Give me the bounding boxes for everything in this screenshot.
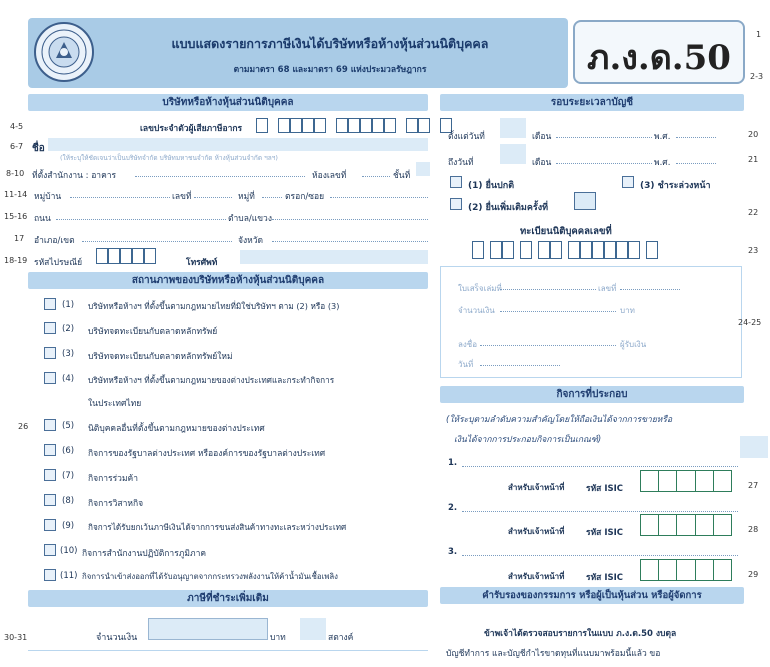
receipt-baht-label: บาท <box>620 306 635 315</box>
row-number: 18-19 <box>4 256 28 265</box>
status-checkbox-10[interactable] <box>44 544 56 556</box>
status-option-8: กิจการวิสาหกิจ <box>88 499 144 509</box>
officer-use-label: สำหรับเจ้าหน้าที่ <box>508 572 565 581</box>
to-date-label: ถึงวันที่ <box>448 158 474 168</box>
status-option-7: กิจการร่วมค้า <box>88 474 139 484</box>
status-checkbox-4[interactable] <box>44 372 56 384</box>
village-label: หมู่บ้าน <box>34 192 62 202</box>
province-field[interactable] <box>272 230 428 242</box>
moo-field[interactable] <box>262 186 282 198</box>
row-number: 8-10 <box>6 169 25 178</box>
tax-id-input[interactable] <box>256 118 452 133</box>
form-title: แบบแสดงรายการภาษีเงินได้บริษัทหรือห้างหุ้นส่วนนิติบุคคล <box>171 36 489 51</box>
status-num: (5) <box>62 421 75 431</box>
business-1-field[interactable] <box>462 452 738 467</box>
receipt-amount-label: จำนวนเงิน <box>458 306 495 315</box>
building-field[interactable] <box>135 165 305 177</box>
row-number: 26 <box>18 422 29 431</box>
filing-additional-label: (2) ยื่นเพิ่มเติมครั้งที่ <box>468 203 549 213</box>
certification-text: ข้าพเจ้าได้ตรวจสอบรายการในแบบ ภ.ง.ด.50 งบดุล <box>484 629 677 639</box>
row-number: 6-7 <box>10 142 24 151</box>
page-bottom-divider <box>28 650 428 651</box>
isic-label: รหัส ISIC <box>586 528 624 538</box>
postcode-input[interactable] <box>96 248 156 264</box>
revenue-department-seal <box>34 22 94 82</box>
status-option-3: บริษัทจดทะเบียนกับตลาดหลักทรัพย์ใหม่ <box>88 352 233 362</box>
postcode-label: รหัสไปรษณีย์ <box>34 258 83 268</box>
filing-advance-checkbox[interactable] <box>622 176 634 188</box>
status-checkbox-8[interactable] <box>44 494 56 506</box>
status-option-5: นิติบุคคลอื่นที่ตั้งขึ้นตามกฎหมายของต่างประเทศ <box>88 424 265 434</box>
row-number: 11-14 <box>4 190 28 199</box>
status-option-9: กิจการได้รับยกเว้นภาษีเงินได้จากการขนส่งสินค้าทางทะเลระหว่างประเทศ <box>88 522 347 532</box>
from-year-field[interactable] <box>676 126 716 138</box>
business-section-title: กิจการที่ประกอบ <box>440 386 744 403</box>
filing-normal-label: (1) ยื่นปกติ <box>468 181 515 191</box>
business-2-field[interactable] <box>462 497 738 512</box>
isic-label: รหัส ISIC <box>586 573 624 583</box>
from-month-field[interactable] <box>556 126 652 138</box>
isic-code-2-input[interactable] <box>640 514 732 536</box>
status-num: (11) <box>60 571 78 581</box>
to-month-label: เดือน <box>532 158 552 168</box>
status-num: (4) <box>62 374 75 384</box>
business-index: 1. <box>448 458 458 468</box>
subdistrict-field[interactable] <box>272 208 428 220</box>
moo-label: หมู่ที่ <box>238 192 255 202</box>
certification-section-title: คำรับรองของกรรมการ หรือผู้เป็นหุ้นส่วน หรือผู้จัดการ <box>440 587 744 604</box>
status-num: (1) <box>62 300 75 310</box>
receipt-date-label: วันที่ <box>458 360 474 369</box>
registration-number-input[interactable] <box>472 241 658 259</box>
satang-unit: สตางค์ <box>328 633 354 643</box>
house-no-label: เลขที่ <box>172 192 192 202</box>
status-checkbox-9[interactable] <box>44 519 56 531</box>
status-option-4-cont: ในประเทศไทย <box>88 399 142 409</box>
filing-normal-checkbox[interactable] <box>450 176 462 188</box>
receipt-book-field[interactable] <box>500 280 596 290</box>
extra-tax-section-title: ภาษีที่ชำระเพิ่มเติม <box>28 590 428 607</box>
floor-field[interactable] <box>416 162 430 176</box>
row-number: 22 <box>748 208 759 217</box>
row-number: 30-31 <box>4 633 28 642</box>
receipt-no-label: เลขที่ <box>598 284 617 293</box>
house-no-field[interactable] <box>194 186 232 198</box>
status-checkbox-6[interactable] <box>44 444 56 456</box>
floor-label: ชั้นที่ <box>393 171 411 181</box>
name-label: ชื่อ <box>32 143 45 154</box>
status-checkbox-7[interactable] <box>44 469 56 481</box>
business-instruction-cont: เงินได้จากการประกอบกิจการเป็นเกณฑ์) <box>454 435 602 445</box>
form-subtitle: ตามมาตรา 68 และมาตรา 69 แห่งประมวลรัษฎากร <box>233 65 427 75</box>
district-label: อำเภอ/เขต <box>34 236 75 246</box>
office-building-label: ที่ตั้งสำนักงาน : อาคาร <box>32 171 117 181</box>
name-hint: (ให้ระบุให้ชัดเจนว่าเป็นบริษัทจำกัด บริษัทมหาชนจำกัด ห้างหุ้นส่วนจำกัด ฯลฯ) <box>60 154 278 162</box>
row-number: 28 <box>748 525 759 534</box>
row-number: 4-5 <box>10 122 24 131</box>
road-field[interactable] <box>56 208 226 220</box>
status-checkbox-5[interactable] <box>44 419 56 431</box>
soi-field[interactable] <box>330 186 428 198</box>
company-name-field[interactable] <box>48 138 428 151</box>
period-section-title: รอบระยะเวลาบัญชี <box>440 94 744 111</box>
road-label: ถนน <box>34 214 51 224</box>
row-number: 15-16 <box>4 212 28 221</box>
certification-text-cont: บัญชีทำการ และบัญชีกำไรขาดทุนที่แนบมาพร้อมนี้แล้ว ขอ <box>446 649 661 659</box>
business-instruction: (ให้ระบุตามลำดับความสำคัญโดยให้ถือเงินได้จากการขายหรือ <box>446 415 673 425</box>
from-year-label: พ.ศ. <box>654 132 671 142</box>
officer-use-label: สำหรับเจ้าหน้าที่ <box>508 527 565 536</box>
filing-additional-checkbox[interactable] <box>450 198 462 210</box>
to-day-field[interactable] <box>500 144 526 164</box>
subdistrict-label: ตำบล/แขวง <box>228 214 272 224</box>
row-number: 27 <box>748 481 759 490</box>
receiver-sign-field[interactable] <box>480 336 616 346</box>
status-checkbox-3[interactable] <box>44 347 56 359</box>
receipt-date-field[interactable] <box>480 356 560 366</box>
business-index: 2. <box>448 503 458 513</box>
baht-unit: บาท <box>270 633 286 643</box>
soi-label: ตรอก/ซอย <box>285 192 325 202</box>
from-day-field[interactable] <box>500 118 526 138</box>
officer-use-label: สำหรับเจ้าหน้าที่ <box>508 483 565 492</box>
status-num: (10) <box>60 546 78 556</box>
additional-count-field[interactable] <box>574 192 596 210</box>
status-num: (3) <box>62 349 75 359</box>
province-label: จังหวัด <box>238 236 264 246</box>
status-checkbox-11[interactable] <box>44 569 56 581</box>
row-number: 1 <box>756 30 762 39</box>
room-no-label: ห้องเลขที่ <box>312 171 347 181</box>
status-num: (2) <box>62 324 75 334</box>
business-3-field[interactable] <box>462 541 738 556</box>
phone-field[interactable] <box>240 250 428 264</box>
instruction-highlight <box>740 436 768 458</box>
form-code: ภ.ง.ด.50 <box>587 38 731 78</box>
tax-id-label: เลขประจำตัวผู้เสียภาษีอากร <box>140 124 243 134</box>
isic-code-1-input[interactable] <box>640 470 732 492</box>
receipt-book-label: ใบเสร็จเล่มที่ <box>458 284 502 293</box>
to-year-field[interactable] <box>676 152 716 164</box>
row-number: 2-3 <box>750 72 764 81</box>
receipt-amount-field[interactable] <box>500 302 616 312</box>
receipt-no-field[interactable] <box>620 280 680 290</box>
registration-title: ทะเบียนนิติบุคคลเลขที่ <box>520 226 612 237</box>
status-section-title: สถานภาพของบริษัทหรือห้างหุ้นส่วนนิติบุคคล <box>28 272 428 289</box>
status-option-10: กิจการสำนักงานปฏิบัติการภูมิภาค <box>82 549 207 559</box>
to-month-field[interactable] <box>556 152 652 164</box>
receiver-label: ผู้รับเงิน <box>620 340 647 349</box>
status-option-11: กิจการนำเข้าส่งออกที่ได้รับอนุญาตจากกระทรวงพลังงานให้ค้าน้ำมันเชื้อเพลิง <box>82 572 338 581</box>
status-option-1: บริษัทหรือห้างฯ ที่ตั้งขึ้นตามกฎหมายไทยที่มิใช่บริษัทฯ ตาม (2) หรือ (3) <box>88 301 340 311</box>
district-field[interactable] <box>82 230 232 242</box>
isic-code-3-input[interactable] <box>640 559 732 581</box>
status-checkbox-2[interactable] <box>44 322 56 334</box>
status-option-4: บริษัทหรือห้างฯ ที่ตั้งขึ้นตามกฎหมายของต่างประเทศและกระทำกิจการ <box>88 375 335 385</box>
row-number: 29 <box>748 570 759 579</box>
from-date-label: ตั้งแต่วันที่ <box>448 132 485 142</box>
status-num: (8) <box>62 496 75 506</box>
from-month-label: เดือน <box>532 132 552 142</box>
row-number: 24-25 <box>738 318 762 327</box>
status-checkbox-1[interactable] <box>44 298 56 310</box>
business-index: 3. <box>448 547 458 557</box>
company-section-title: บริษัทหรือห้างหุ้นส่วนนิติบุคคล <box>28 94 428 111</box>
row-number: 21 <box>748 155 759 164</box>
extra-tax-baht-field[interactable] <box>148 618 268 640</box>
status-num: (9) <box>62 521 75 531</box>
phone-label: โทรศัพท์ <box>186 258 218 268</box>
receiver-sign-label: ลงชื่อ <box>458 340 478 349</box>
room-field[interactable] <box>362 165 390 177</box>
isic-label: รหัส ISIC <box>586 484 624 494</box>
extra-tax-amount-label: จำนวนเงิน <box>96 633 138 643</box>
village-field[interactable] <box>70 186 170 198</box>
status-option-2: บริษัทจดทะเบียนกับตลาดหลักทรัพย์ <box>88 327 218 337</box>
row-number: 17 <box>14 234 25 243</box>
filing-advance-label: (3) ชำระล่วงหน้า <box>640 181 711 191</box>
row-number: 20 <box>748 130 759 139</box>
status-option-6: กิจการของรัฐบาลต่างประเทศ หรือองค์การของรัฐบาลต่างประเทศ <box>88 449 326 459</box>
row-number: 23 <box>748 246 759 255</box>
to-year-label: พ.ศ. <box>654 158 671 168</box>
extra-tax-satang-field[interactable] <box>300 618 326 640</box>
status-num: (6) <box>62 446 75 456</box>
status-num: (7) <box>62 471 75 481</box>
